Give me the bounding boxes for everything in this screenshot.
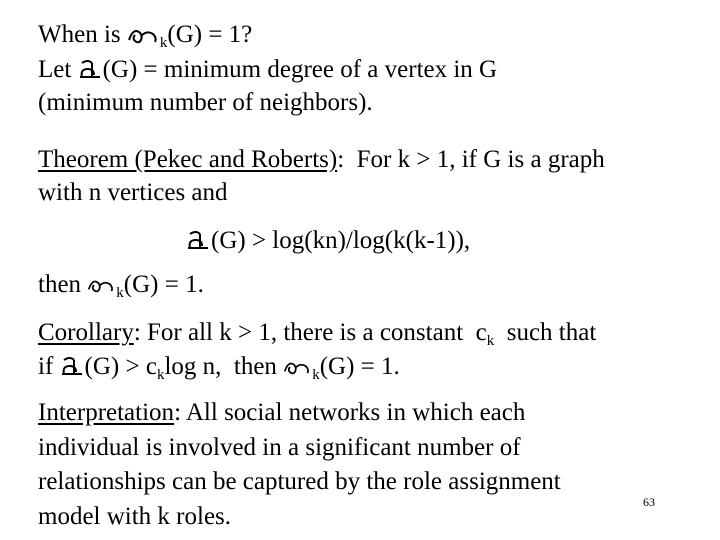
condition-rest: (G) > log(kn)/log(k(k-1)), <box>211 227 471 254</box>
let-prefix: Let <box>38 56 78 83</box>
let-paren-line: (minimum number of neighbors). <box>38 89 373 116</box>
if-subscript: k <box>156 367 165 383</box>
if-mid: (G) > c <box>84 353 157 380</box>
interpretation-line-3: relationships can be captured by the role assignment <box>38 468 561 495</box>
corollary-text: : For all k > 1, there is a constant c <box>133 319 487 346</box>
theorem-colon: : <box>337 146 345 173</box>
theorem-label: Theorem (Pekec and Roberts) <box>38 146 338 173</box>
theorem-text: For k > 1, if G is a graph <box>344 146 605 173</box>
alpha-symbol-icon <box>283 356 311 386</box>
interpretation-line-2: individual is involved in a significant number of <box>38 434 521 461</box>
corollary-line <box>38 318 596 348</box>
corollary-if-line <box>38 352 400 386</box>
page-number: 63 <box>643 495 655 509</box>
then-subscript: k <box>116 285 124 301</box>
let-rest: (G) = minimum degree of a vertex in G <box>102 56 498 83</box>
delta-symbol-icon <box>186 230 210 260</box>
let-line <box>38 55 497 89</box>
if-mid2: log n, then <box>164 353 284 380</box>
then-line <box>38 270 204 304</box>
corollary-label: Corollary <box>38 319 134 346</box>
then-prefix: then <box>38 271 88 298</box>
corollary-subscript: k <box>486 333 495 349</box>
if-prefix: if <box>38 353 60 380</box>
corollary-tail: such that <box>494 319 597 346</box>
question-prefix: When is <box>38 21 127 48</box>
condition-line <box>186 226 470 260</box>
interpretation-label: Interpretation <box>38 399 175 426</box>
interpretation-text: : All social networks in which each <box>174 399 526 426</box>
theorem-line-2: with n vertices and <box>38 179 228 206</box>
interpretation-line <box>38 398 525 428</box>
question-subscript: k <box>159 35 168 51</box>
question-line <box>38 20 252 54</box>
interpretation-line-4: model with k roles. <box>38 503 232 530</box>
delta-symbol-icon <box>60 356 84 386</box>
question-rest: (G) = 1? <box>167 21 253 48</box>
alpha-symbol-icon <box>87 274 115 304</box>
if-subscript-2: k <box>312 367 320 383</box>
alpha-symbol-icon <box>127 24 159 54</box>
then-rest: (G) = 1. <box>123 271 204 298</box>
theorem-line <box>38 145 605 175</box>
if-rest: (G) = 1. <box>319 353 400 380</box>
delta-symbol-icon <box>78 59 102 89</box>
